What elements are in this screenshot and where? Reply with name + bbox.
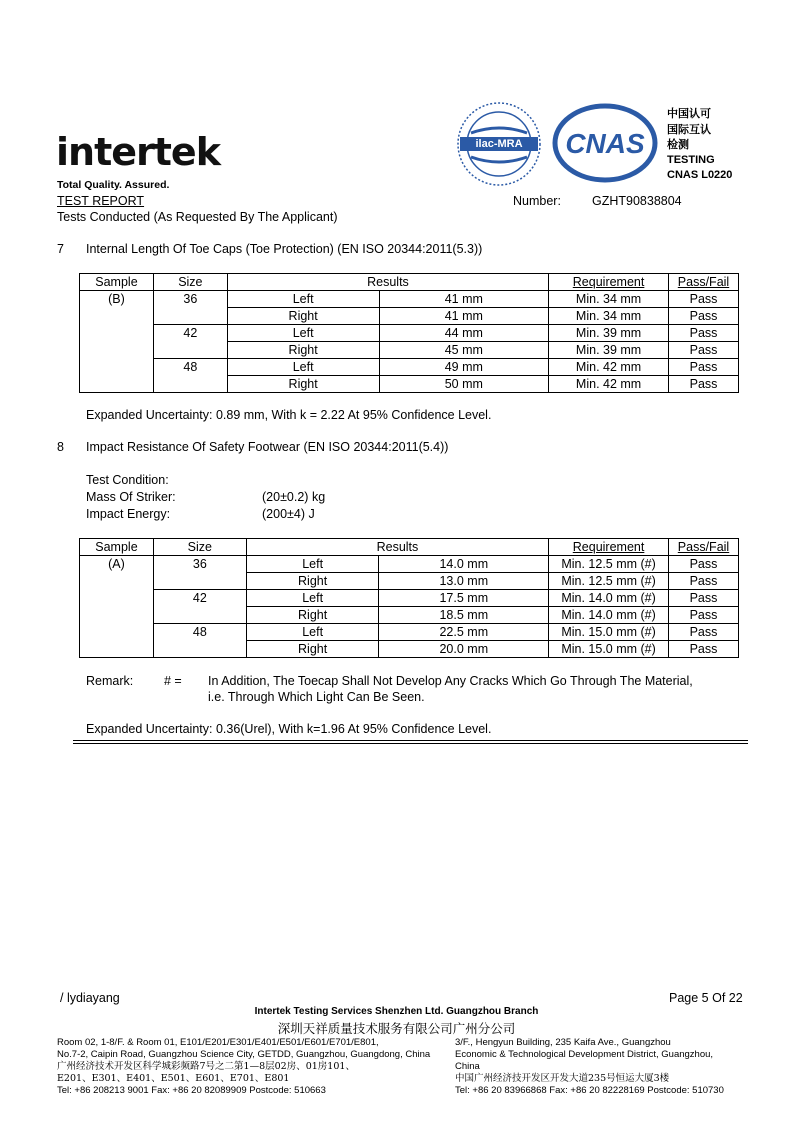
header-passfail: Pass/Fail <box>669 539 739 556</box>
cnas-line-4: TESTING <box>667 153 715 166</box>
pf-cell: Pass <box>669 590 739 607</box>
value-cell: 50 mm <box>379 376 549 393</box>
size-cell: 36 <box>153 556 246 590</box>
value-cell: 41 mm <box>379 308 549 325</box>
req-cell: Min. 12.5 mm (#) <box>549 556 669 573</box>
address-right <box>455 1037 755 1097</box>
pf-cell: Pass <box>669 308 739 325</box>
test-condition-label: Test Condition: <box>86 473 169 487</box>
req-cell: Min. 34 mm <box>549 308 669 325</box>
sample-cell: (A) <box>80 556 154 658</box>
req-cell: Min. 15.0 mm (#) <box>549 624 669 641</box>
section7-uncertainty: Expanded Uncertainty: 0.89 mm, With k = 2.22 At 95% Confidence Level. <box>86 408 492 422</box>
energy-label: Impact Energy: <box>86 507 171 521</box>
cnas-info <box>667 106 732 184</box>
header-size: Size <box>153 539 246 556</box>
address-left-line: Room 02, 1-8/F. & Room 01, E101/E201/E301/E401/E501/E601/E701/E801, <box>57 1037 379 1048</box>
intertek-logo: intertek <box>56 130 220 174</box>
pf-cell: Pass <box>669 624 739 641</box>
pf-cell: Pass <box>669 556 739 573</box>
side-cell: Right <box>227 342 379 359</box>
side-cell: Right <box>246 607 379 624</box>
pf-cell: Pass <box>669 359 739 376</box>
divider-line-bottom <box>73 743 748 744</box>
req-cell: Min. 34 mm <box>549 291 669 308</box>
table-header <box>80 274 739 291</box>
value-cell: 45 mm <box>379 342 549 359</box>
section8-table <box>79 538 739 658</box>
number-label: Number: <box>513 194 561 208</box>
address-right-line: Economic & Technological Development District, Guangzhou, <box>455 1049 714 1060</box>
cnas-line-2: 国际互认 <box>667 122 711 136</box>
energy-value: (200±4) J <box>262 507 315 521</box>
remark-label: Remark: <box>86 674 134 688</box>
size-cell: 36 <box>153 291 227 325</box>
pf-cell: Pass <box>669 325 739 342</box>
value-cell: 20.0 mm <box>379 641 549 658</box>
value-cell: 17.5 mm <box>379 590 549 607</box>
req-cell: Min. 12.5 mm (#) <box>549 573 669 590</box>
address-right-line: China <box>455 1061 480 1072</box>
side-cell: Right <box>246 641 379 658</box>
sample-cell: (B) <box>80 291 154 393</box>
header-requirement: Requirement <box>549 274 669 291</box>
cnas-line-3: 检测 <box>667 138 689 151</box>
size-cell: 48 <box>153 624 246 658</box>
cnas-badge <box>552 103 658 183</box>
side-cell: Left <box>227 359 379 376</box>
table-header <box>80 539 739 556</box>
header-requirement: Requirement <box>549 539 669 556</box>
mass-label: Mass Of Striker: <box>86 490 176 504</box>
section7-title: Internal Length Of Toe Caps (Toe Protection) (EN ISO 20344:2011(5.3)) <box>86 242 483 256</box>
pf-cell: Pass <box>669 376 739 393</box>
req-cell: Min. 14.0 mm (#) <box>549 607 669 624</box>
header-passfail: Pass/Fail <box>669 274 739 291</box>
address-left <box>57 1037 447 1097</box>
side-cell: Left <box>227 325 379 342</box>
req-cell: Min. 15.0 mm (#) <box>549 641 669 658</box>
table-row <box>80 325 739 342</box>
pf-cell: Pass <box>669 342 739 359</box>
address-left-line: No.7-2, Caipin Road, Guangzhou Science City, GETDD, Guangzhou, Guangdong, China <box>57 1049 431 1060</box>
side-cell: Left <box>246 556 379 573</box>
section8-number: 8 <box>57 440 64 454</box>
table-row <box>80 556 739 573</box>
section8-uncertainty: Expanded Uncertainty: 0.36(Urel), With k=1.96 At 95% Confidence Level. <box>86 722 492 736</box>
cnas-line-1: 中国认可 <box>667 107 711 120</box>
address-left-line: E201、E301、E401、E501、E601、E701、E801 <box>57 1073 290 1084</box>
tests-conducted: Tests Conducted (As Requested By The Applicant) <box>57 210 338 224</box>
address-right-line: 3/F., Hengyun Building, 235 Kaifa Ave., Guangzhou <box>455 1037 671 1048</box>
side-cell: Right <box>227 376 379 393</box>
report-title: TEST REPORT <box>57 194 145 208</box>
ilac-mra-badge <box>456 101 542 187</box>
pf-cell: Pass <box>669 607 739 624</box>
address-right-line: 中国广州经济技开发区开发大道235号恒运大厦3楼 <box>455 1073 670 1084</box>
size-cell: 48 <box>153 359 227 393</box>
size-cell: 42 <box>153 325 227 359</box>
section7-number: 7 <box>57 242 64 256</box>
number-value: GZHT90838804 <box>592 194 682 208</box>
req-cell: Min. 39 mm <box>549 342 669 359</box>
side-cell: Right <box>227 308 379 325</box>
address-right-line: Tel: +86 20 83966868 Fax: +86 20 82228169 Postcode: 510730 <box>455 1085 724 1096</box>
header-results: Results <box>246 539 548 556</box>
size-cell: 42 <box>153 590 246 624</box>
req-cell: Min. 14.0 mm (#) <box>549 590 669 607</box>
section8-title: Impact Resistance Of Safety Footwear (EN ISO 20344:2011(5.4)) <box>86 440 449 454</box>
address-left-line: 广州经济技术开发区科学城彩频路7号之二第1—8层02房、01房101、 <box>57 1061 355 1072</box>
table-row <box>80 291 739 308</box>
value-cell: 13.0 mm <box>379 573 549 590</box>
address-left-line: Tel: +86 208213 9001 Fax: +86 20 82089909 Postcode: 510663 <box>57 1085 326 1096</box>
section7-table <box>79 273 739 393</box>
table-row <box>80 624 739 641</box>
pf-cell: Pass <box>669 641 739 658</box>
value-cell: 18.5 mm <box>379 607 549 624</box>
value-cell: 49 mm <box>379 359 549 376</box>
header-sample: Sample <box>80 539 154 556</box>
pf-cell: Pass <box>669 573 739 590</box>
divider-line-top <box>73 740 748 741</box>
table-row <box>80 590 739 607</box>
remark-line-1: In Addition, The Toecap Shall Not Develop Any Cracks Which Go Through The Material, <box>208 674 693 688</box>
header-sample: Sample <box>80 274 154 291</box>
req-cell: Min. 42 mm <box>549 359 669 376</box>
cnas-line-5: CNAS L0220 <box>667 169 733 181</box>
pf-cell: Pass <box>669 291 739 308</box>
signer: / lydiayang <box>60 991 120 1005</box>
mass-value: (20±0.2) kg <box>262 490 326 504</box>
table-row <box>80 359 739 376</box>
value-cell: 22.5 mm <box>379 624 549 641</box>
page-number: Page 5 Of 22 <box>669 991 743 1005</box>
req-cell: Min. 39 mm <box>549 325 669 342</box>
value-cell: 14.0 mm <box>379 556 549 573</box>
value-cell: 44 mm <box>379 325 549 342</box>
tagline: Total Quality. Assured. <box>57 179 170 191</box>
side-cell: Left <box>246 590 379 607</box>
value-cell: 41 mm <box>379 291 549 308</box>
company-name-cn: 深圳天祥质量技术服务有限公司广州分公司 <box>277 1021 516 1036</box>
ilac-text: ilac-MRA <box>475 138 523 150</box>
header-results: Results <box>227 274 548 291</box>
side-cell: Left <box>227 291 379 308</box>
req-cell: Min. 42 mm <box>549 376 669 393</box>
cnas-text: CNAS <box>565 128 645 159</box>
side-cell: Left <box>246 624 379 641</box>
side-cell: Right <box>246 573 379 590</box>
remark-line-2: i.e. Through Which Light Can Be Seen. <box>208 690 425 704</box>
company-name-en: Intertek Testing Services Shenzhen Ltd. Guangzhou Branch <box>254 1006 539 1017</box>
remark-symbol: # = <box>164 674 182 688</box>
header-size: Size <box>153 274 227 291</box>
